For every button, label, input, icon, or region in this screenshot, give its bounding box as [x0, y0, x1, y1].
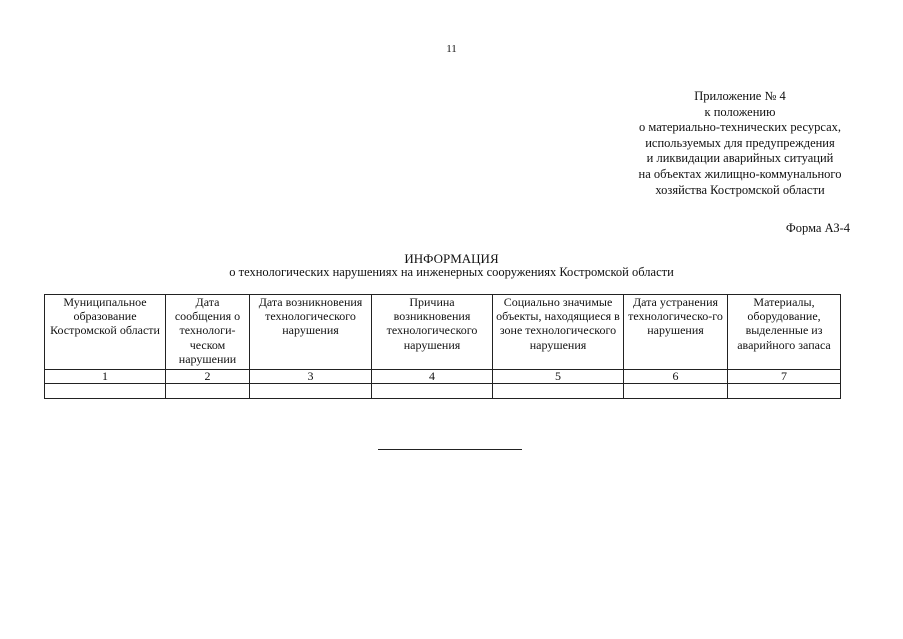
table-cell	[250, 384, 372, 399]
table-header-row	[45, 295, 841, 370]
column-number: 2	[166, 370, 250, 384]
form-label: Форма АЗ-4	[785, 221, 850, 235]
column-header: Социально значимые объекты, находящиеся в зоне технологического нарушения	[493, 295, 624, 370]
column-header: Причина возникновения технологического нарушения	[372, 295, 493, 370]
appendix-line: хозяйства Костромской области	[655, 182, 825, 197]
document-subtitle: о технологических нарушениях на инженерных сооружениях Костромской области	[229, 265, 674, 279]
column-number: 3	[250, 370, 372, 384]
table-cell	[45, 384, 166, 399]
column-number: 4	[372, 370, 493, 384]
column-header: Дата устранения технологическо-го нарушения	[624, 295, 728, 370]
appendix-line: Приложение № 4	[694, 89, 786, 103]
column-header: Муниципальное образование Костромской области	[45, 295, 166, 370]
column-number: 6	[624, 370, 728, 384]
table-cell	[166, 384, 250, 399]
table-cell	[728, 384, 841, 399]
page-number: 11	[446, 43, 457, 55]
appendix-block	[600, 89, 880, 198]
appendix-line: используемых для предупреждения	[645, 135, 835, 150]
table-row	[45, 384, 841, 399]
closing-divider-line	[378, 449, 522, 450]
column-number: 5	[493, 370, 624, 384]
appendix-line: к положению	[704, 104, 776, 119]
appendix-line: о материально-технических ресурсах,	[639, 120, 841, 135]
column-number: 7	[728, 370, 841, 384]
table-cell	[372, 384, 493, 399]
information-table	[44, 294, 841, 399]
table-cell	[493, 384, 624, 399]
appendix-line: на объектах жилищно-коммунального	[638, 166, 842, 181]
column-header: Дата сообщения о технологи-ческом нарушении	[166, 295, 250, 370]
column-header: Дата возникновения технологического нарушения	[250, 295, 372, 370]
column-number-row	[45, 370, 841, 384]
document-title: ИНФОРМАЦИЯ	[404, 251, 499, 266]
table-cell	[624, 384, 728, 399]
column-header: Материалы, оборудование, выделенные из аварийного запаса	[728, 295, 841, 370]
appendix-line: и ликвидации аварийных ситуаций	[646, 151, 834, 166]
column-number: 1	[45, 370, 166, 384]
